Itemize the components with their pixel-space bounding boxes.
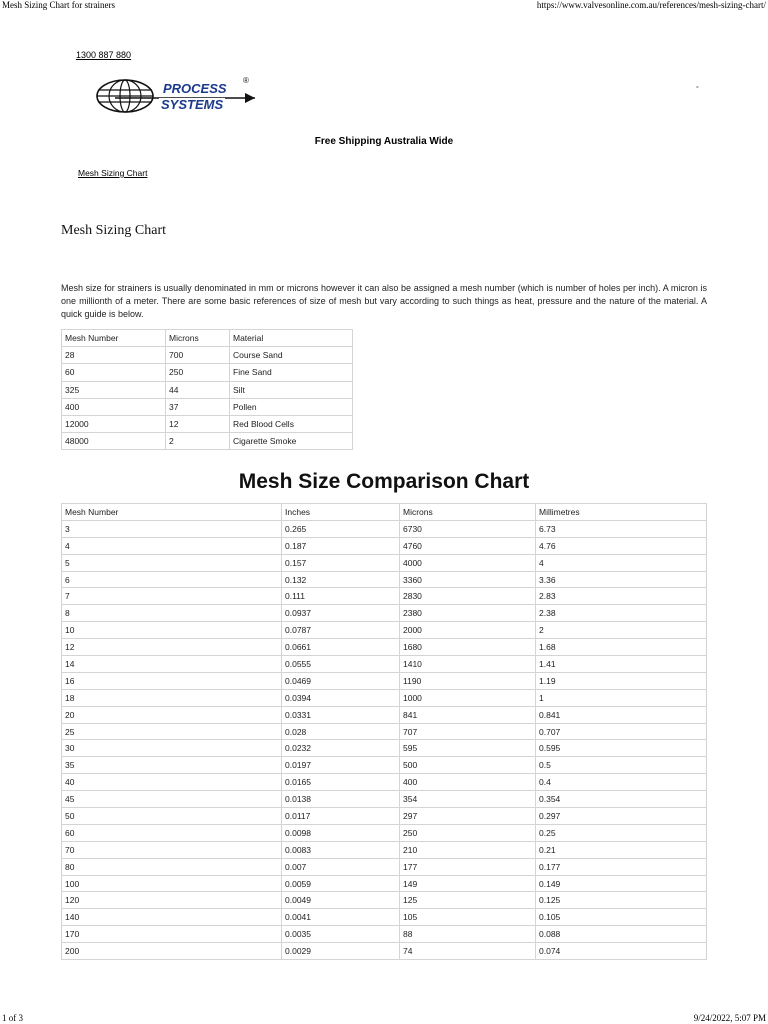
table-row [62, 841, 707, 858]
table-cell: 400 [400, 774, 536, 791]
table-cell: 60 [62, 824, 282, 841]
table-cell: 0.0937 [282, 605, 400, 622]
table-row [62, 571, 707, 588]
table-cell: 0.0059 [282, 875, 400, 892]
table-cell: 1.41 [536, 656, 707, 673]
table-row [62, 689, 707, 706]
table-header-cell: Microns [400, 504, 536, 521]
table-cell: 4 [62, 537, 282, 554]
table-cell: 0.0041 [282, 909, 400, 926]
table-cell: 25 [62, 723, 282, 740]
table-row [62, 364, 353, 381]
table-header-cell: Mesh Number [62, 330, 166, 347]
table-cell: 60 [62, 364, 166, 381]
mesh-guide-table [61, 329, 353, 450]
print-header-url: https://www.valvesonline.com.au/references/mesh-sizing-chart/ [536, 0, 766, 10]
table-cell: 0.0035 [282, 926, 400, 943]
table-row [62, 824, 707, 841]
table-cell: Silt [230, 381, 353, 398]
table-cell: 10 [62, 622, 282, 639]
table-cell: 28 [62, 347, 166, 364]
table-cell: Pollen [230, 398, 353, 415]
table-cell: 0.177 [536, 858, 707, 875]
table-row [62, 892, 707, 909]
table-cell: 6.73 [536, 520, 707, 537]
table-cell: 0.0394 [282, 689, 400, 706]
table-cell: 74 [400, 943, 536, 960]
table-row [62, 774, 707, 791]
table-cell: 0.028 [282, 723, 400, 740]
table-cell: 1000 [400, 689, 536, 706]
table-cell: Course Sand [230, 347, 353, 364]
table-cell: 4000 [400, 554, 536, 571]
table-row [62, 622, 707, 639]
table-cell: 12 [166, 415, 230, 432]
table-cell: 0.0787 [282, 622, 400, 639]
table-cell: 500 [400, 757, 536, 774]
table-cell: 177 [400, 858, 536, 875]
table-cell: 0.187 [282, 537, 400, 554]
table-cell: 0.105 [536, 909, 707, 926]
table-cell: 105 [400, 909, 536, 926]
table-cell: Fine Sand [230, 364, 353, 381]
table-cell: 0.0117 [282, 808, 400, 825]
registered-mark: ® [243, 76, 249, 85]
table-row [62, 740, 707, 757]
table-cell: 125 [400, 892, 536, 909]
table-cell: 20 [62, 706, 282, 723]
table-row [62, 875, 707, 892]
table-row [62, 723, 707, 740]
table-cell: 18 [62, 689, 282, 706]
table-cell: 297 [400, 808, 536, 825]
table-cell: 6730 [400, 520, 536, 537]
table-row [62, 791, 707, 808]
table-cell: 354 [400, 791, 536, 808]
table-cell: 0.0232 [282, 740, 400, 757]
table-cell: 35 [62, 757, 282, 774]
table-cell: 3.36 [536, 571, 707, 588]
table-header-row [62, 504, 707, 521]
table-cell: 4760 [400, 537, 536, 554]
table-cell: 0.157 [282, 554, 400, 571]
table-cell: 80 [62, 858, 282, 875]
page-counter: 1 of 3 [2, 1013, 23, 1023]
table-row [62, 639, 707, 656]
table-row [62, 808, 707, 825]
table-cell: Cigarette Smoke [230, 433, 353, 450]
table-cell: 0.0098 [282, 824, 400, 841]
table-cell: 250 [166, 364, 230, 381]
table-row [62, 656, 707, 673]
table-cell: 149 [400, 875, 536, 892]
table-cell: 0.0197 [282, 757, 400, 774]
table-cell: 0.132 [282, 571, 400, 588]
table-cell: 841 [400, 706, 536, 723]
table-cell: 0.0029 [282, 943, 400, 960]
table-cell: 0.25 [536, 824, 707, 841]
table-row [62, 926, 707, 943]
table-cell: 100 [62, 875, 282, 892]
table-cell: 45 [62, 791, 282, 808]
table-cell: 0.707 [536, 723, 707, 740]
table-cell: 1680 [400, 639, 536, 656]
table-cell: 1 [536, 689, 707, 706]
table-cell: 0.0049 [282, 892, 400, 909]
table-cell: 12 [62, 639, 282, 656]
table-row [62, 943, 707, 960]
intro-paragraph: Mesh size for strainers is usually denominated in mm or microns however it can also be assigned a mesh number (which is number of holes per inch). A micron is one millionth of a meter. There are some basic references of size of mesh but vary according to such things as heat, pressure and the nature of the material. A quick guide is below. [61, 283, 707, 319]
table-cell: 2000 [400, 622, 536, 639]
table-cell: 30 [62, 740, 282, 757]
table-cell: 0.074 [536, 943, 707, 960]
table-cell: 1410 [400, 656, 536, 673]
table-cell: 0.0331 [282, 706, 400, 723]
print-header [0, 0, 768, 10]
table-row [62, 347, 353, 364]
mesh-comparison-table [61, 503, 707, 960]
table-cell: 0.149 [536, 875, 707, 892]
table-cell: 0.0138 [282, 791, 400, 808]
logo-text-process: PROCESS [163, 81, 227, 96]
table-cell: 0.354 [536, 791, 707, 808]
table-cell: 5 [62, 554, 282, 571]
table-header-cell: Microns [166, 330, 230, 347]
table-cell: 44 [166, 381, 230, 398]
table-row [62, 706, 707, 723]
table-header-row [62, 330, 353, 347]
table-cell: 1.19 [536, 672, 707, 689]
print-header-title: Mesh Sizing Chart for strainers [2, 0, 115, 10]
table-cell: 0.21 [536, 841, 707, 858]
table-cell: 0.4 [536, 774, 707, 791]
table-row [62, 381, 353, 398]
shipping-banner: Free Shipping Australia Wide [314, 136, 454, 147]
table-cell: 2.83 [536, 588, 707, 605]
table-cell: 325 [62, 381, 166, 398]
table-cell: 0.0165 [282, 774, 400, 791]
table-row [62, 433, 353, 450]
table-row [62, 757, 707, 774]
table-cell: 8 [62, 605, 282, 622]
table-row [62, 605, 707, 622]
table-cell: 50 [62, 808, 282, 825]
table-cell: 1.68 [536, 639, 707, 656]
process-systems-logo[interactable] [95, 76, 255, 118]
table-cell: 2.38 [536, 605, 707, 622]
table-cell: 700 [166, 347, 230, 364]
table-cell: 2 [166, 433, 230, 450]
table-cell: 0.0083 [282, 841, 400, 858]
logo-text-systems: SYSTEMS [161, 97, 224, 112]
breadcrumb[interactable]: Mesh Sizing Chart [78, 168, 148, 178]
table-row [62, 415, 353, 432]
table-cell: 16 [62, 672, 282, 689]
table-cell: 0.125 [536, 892, 707, 909]
table-cell: 0.841 [536, 706, 707, 723]
table-cell: 0.265 [282, 520, 400, 537]
table-header-cell: Mesh Number [62, 504, 282, 521]
print-footer [0, 1012, 768, 1024]
table-row [62, 588, 707, 605]
table-cell: 3 [62, 520, 282, 537]
table-cell: 2830 [400, 588, 536, 605]
header-dot: ° [696, 86, 699, 93]
table-cell: 4.76 [536, 537, 707, 554]
table-cell: 1190 [400, 672, 536, 689]
table-cell: 2 [536, 622, 707, 639]
table-row [62, 520, 707, 537]
table-cell: 140 [62, 909, 282, 926]
table-header-cell: Millimetres [536, 504, 707, 521]
table-cell: 400 [62, 398, 166, 415]
table-cell: 70 [62, 841, 282, 858]
phone-link[interactable]: 1300 887 880 [76, 50, 132, 60]
table-cell: 3360 [400, 571, 536, 588]
table-cell: 14 [62, 656, 282, 673]
table-cell: 2380 [400, 605, 536, 622]
table-row [62, 398, 353, 415]
table-cell: 88 [400, 926, 536, 943]
table-row [62, 554, 707, 571]
table-cell: 200 [62, 943, 282, 960]
table-cell: 250 [400, 824, 536, 841]
comparison-title: Mesh Size Comparison Chart [238, 470, 530, 493]
table-row [62, 537, 707, 554]
table-cell: 0.0469 [282, 672, 400, 689]
table-cell: Red Blood Cells [230, 415, 353, 432]
table-cell: 4 [536, 554, 707, 571]
table-cell: 0.088 [536, 926, 707, 943]
print-datetime: 9/24/2022, 5:07 PM [693, 1013, 766, 1023]
table-cell: 12000 [62, 415, 166, 432]
table-header-cell: Inches [282, 504, 400, 521]
table-cell: 0.595 [536, 740, 707, 757]
table-cell: 0.0661 [282, 639, 400, 656]
table-row [62, 858, 707, 875]
table-header-cell: Material [230, 330, 353, 347]
table-cell: 0.0555 [282, 656, 400, 673]
table-row [62, 672, 707, 689]
table-cell: 0.5 [536, 757, 707, 774]
table-cell: 40 [62, 774, 282, 791]
table-cell: 120 [62, 892, 282, 909]
table-cell: 707 [400, 723, 536, 740]
table-cell: 6 [62, 571, 282, 588]
table-cell: 210 [400, 841, 536, 858]
table-cell: 48000 [62, 433, 166, 450]
table-cell: 37 [166, 398, 230, 415]
table-cell: 170 [62, 926, 282, 943]
table-cell: 0.007 [282, 858, 400, 875]
table-cell: 0.297 [536, 808, 707, 825]
table-cell: 0.111 [282, 588, 400, 605]
table-cell: 595 [400, 740, 536, 757]
table-cell: 7 [62, 588, 282, 605]
page-title: Mesh Sizing Chart [61, 223, 166, 238]
table-row [62, 909, 707, 926]
